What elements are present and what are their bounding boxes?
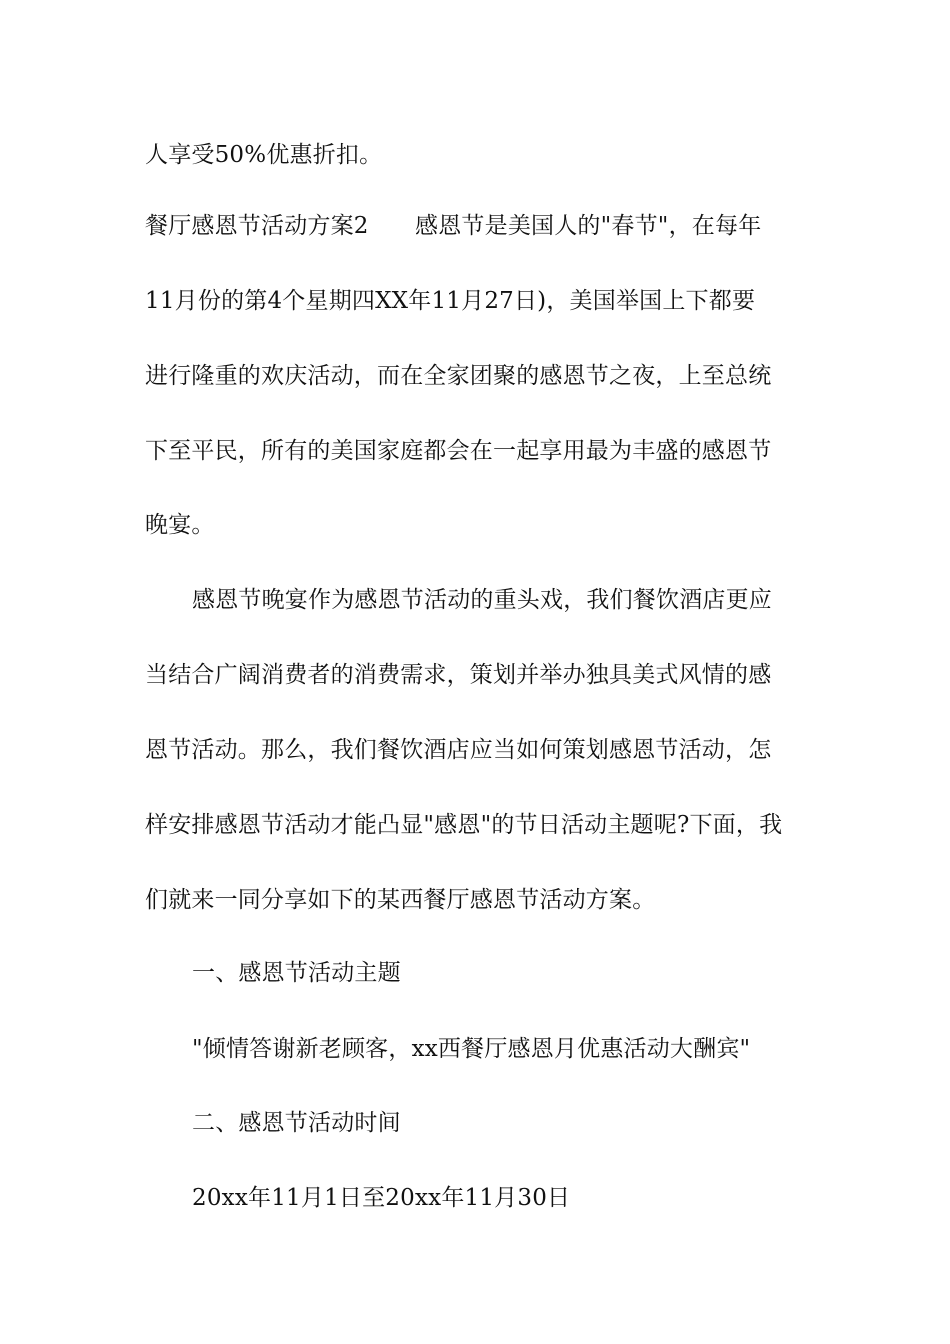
section-heading: 一、感恩节活动主题 [192, 960, 401, 986]
date-range: 20xx年11月1日至20xx年11月30日 [192, 1185, 571, 1211]
paragraph-line: 人享受50%优惠折扣。 [145, 142, 383, 168]
paragraph-line: 当结合广阔消费者的消费需求，策划并举办独具美式风情的感 [145, 662, 772, 688]
paragraph-line: 晚宴。 [145, 512, 215, 538]
paragraph-line: 进行隆重的欢庆活动，而在全家团聚的感恩节之夜，上至总统 [145, 363, 772, 389]
paragraph-line: 恩节活动。那么，我们餐饮酒店应当如何策划感恩节活动，怎 [145, 737, 772, 763]
paragraph-line: 下至平民，所有的美国家庭都会在一起享用最为丰盛的感恩节 [145, 438, 772, 464]
theme-slogan: "倾情答谢新老顾客，xx西餐厅感恩月优惠活动大酬宾" [192, 1036, 751, 1062]
paragraph-line: 样安排感恩节活动才能凸显"感恩"的节日活动主题呢?下面，我 [145, 812, 783, 838]
paragraph-line: 们就来一同分享如下的某西餐厅感恩节活动方案。 [145, 887, 656, 913]
paragraph-line: 11月份的第4个星期四XX年11月27日)，美国举国上下都要 [145, 288, 756, 314]
paragraph-line: 感恩节晚宴作为感恩节活动的重头戏，我们餐饮酒店更应 [192, 587, 772, 613]
section-heading: 二、感恩节活动时间 [192, 1110, 401, 1136]
paragraph-line: 餐厅感恩节活动方案2 感恩节是美国人的"春节"，在每年 [145, 213, 762, 239]
